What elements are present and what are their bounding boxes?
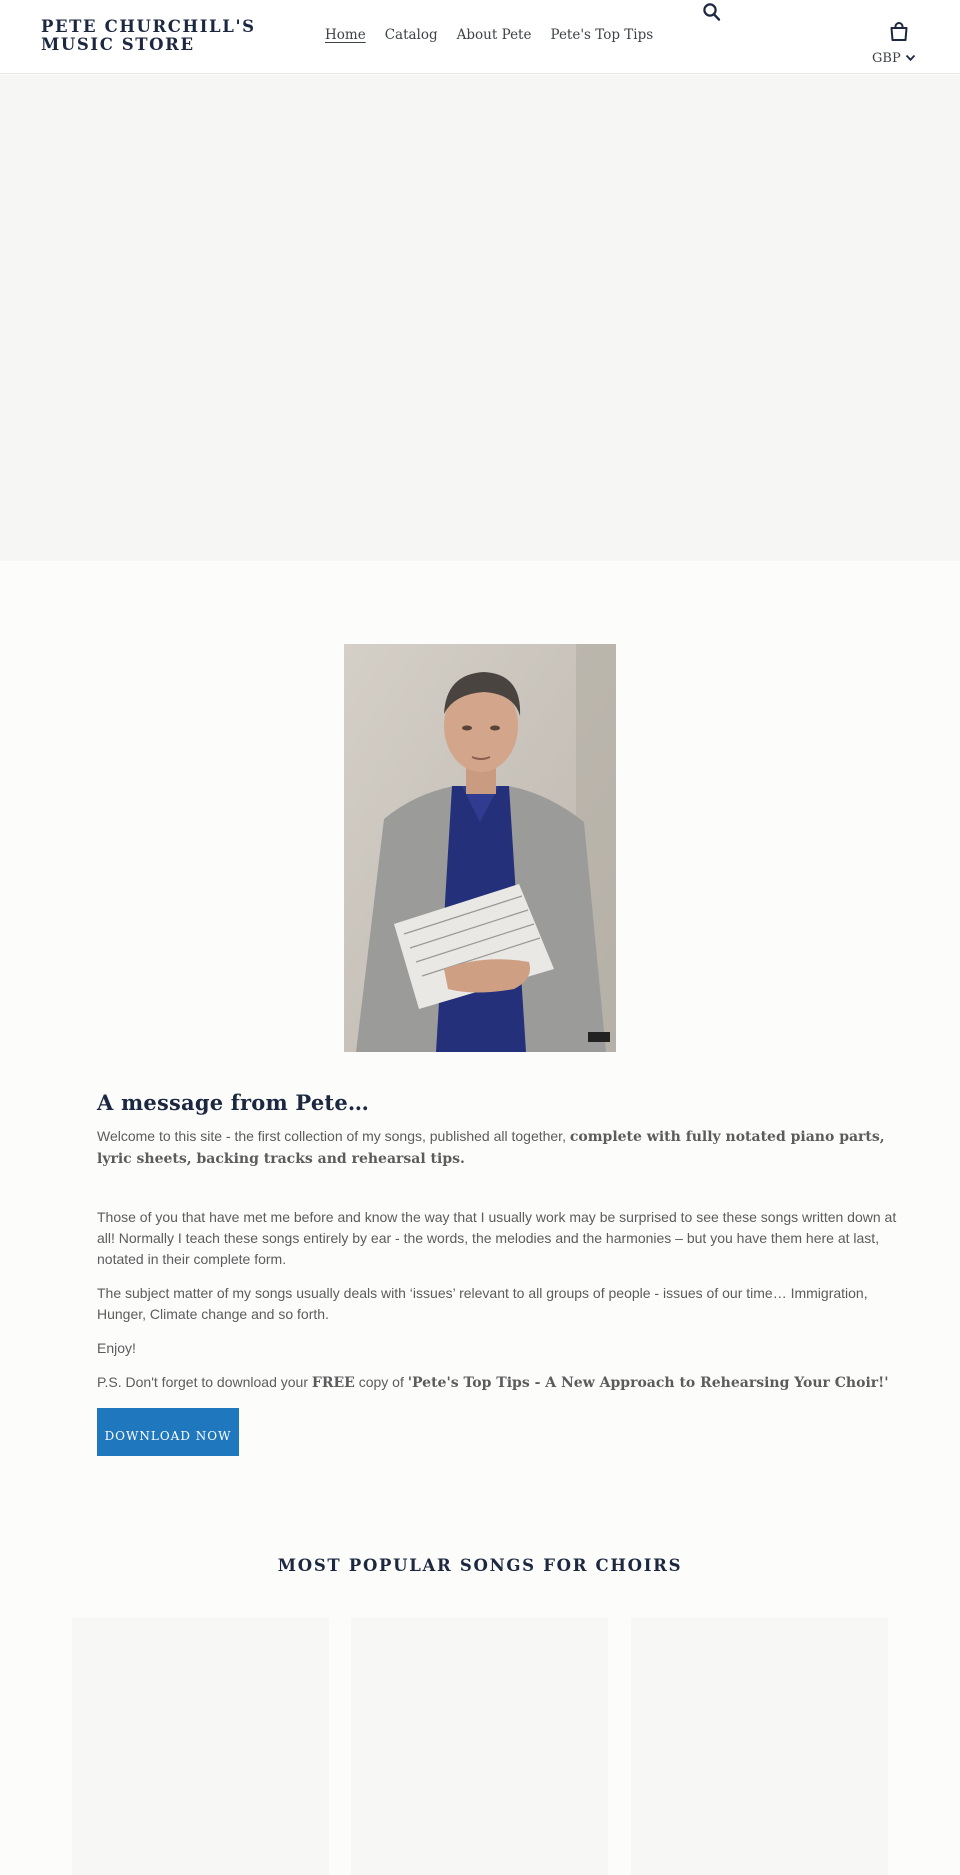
search-icon[interactable] — [702, 2, 722, 24]
site-logo[interactable]: PETE CHURCHILL'S MUSIC STORE — [41, 17, 256, 54]
cart-icon[interactable] — [889, 21, 909, 43]
nav-home[interactable]: Home — [325, 27, 366, 43]
ps-free: FREE — [311, 1375, 355, 1391]
pete-portrait — [344, 644, 616, 1052]
ps-text: P.S. Don't forget to download your — [97, 1374, 312, 1390]
product-card[interactable] — [72, 1618, 329, 1875]
welcome-text: Welcome to this site - the first collection of my songs, published all together, — [97, 1128, 570, 1144]
subject-paragraph: The subject matter of my songs usually deals with ‘issues’ relevant to all groups of people - issues of our time… Immigration, Hunger, Climate change and so forth. — [97, 1285, 868, 1322]
welcome-highlight: complete with fully notated piano parts, lyric sheets, backing tracks and rehearsal tips. — [97, 1129, 885, 1167]
product-card[interactable] — [631, 1618, 888, 1875]
ps-copy-of: copy of — [354, 1374, 408, 1390]
nav-catalog[interactable]: Catalog — [384, 27, 438, 43]
site-header — [0, 0, 960, 74]
enjoy-paragraph: Enjoy! — [97, 1340, 136, 1356]
download-now-button[interactable]: DOWNLOAD NOW — [97, 1408, 239, 1456]
ps-paragraph — [97, 1372, 897, 1394]
hero-banner — [0, 75, 960, 561]
main-nav — [325, 27, 653, 43]
currency-selector[interactable] — [872, 51, 916, 66]
currency-label: GBP — [872, 51, 901, 66]
nav-petes-top-tips[interactable]: Pete's Top Tips — [550, 27, 654, 43]
welcome-paragraph — [97, 1126, 897, 1170]
teaching-paragraph: Those of you that have met me before and know the way that I usually work may be surprised to see these songs written down at all! Normally I teach these songs entirely by ear - the words, the melodies and the harmonies – but you have them here at last, notated in their complete form. — [97, 1209, 897, 1267]
chevron-down-icon — [905, 51, 916, 66]
product-card[interactable] — [351, 1618, 608, 1875]
popular-songs-title: MOST POPULAR SONGS FOR CHOIRS — [277, 1556, 683, 1575]
nav-about-pete[interactable]: About Pete — [456, 27, 532, 43]
message-heading: A message from Pete… — [97, 1090, 370, 1115]
ps-book-title: 'Pete's Top Tips - A New Approach to Rehearsing Your Choir!' — [407, 1375, 889, 1391]
message-section — [97, 1090, 897, 1456]
